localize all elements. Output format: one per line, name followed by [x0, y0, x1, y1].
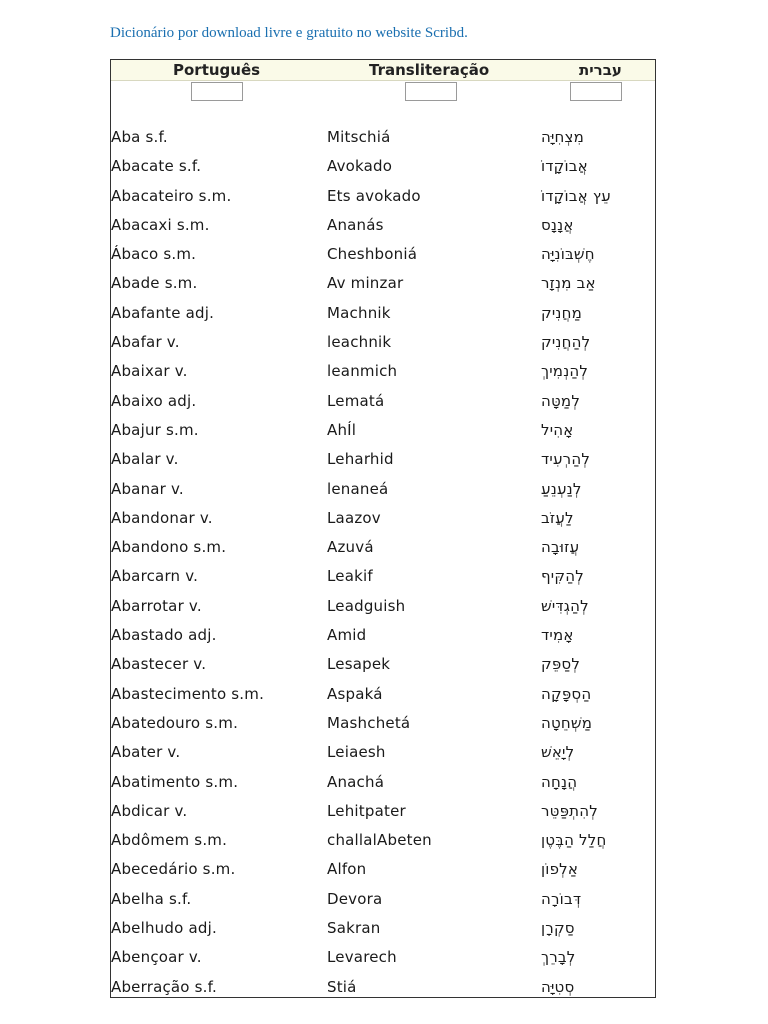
table-row	[111, 650, 655, 679]
table-row	[111, 299, 655, 328]
cell-portuguese: Abastado adj.	[111, 626, 217, 645]
cell-transliteration: Leakif	[327, 567, 373, 586]
cell-transliteration: Levarech	[327, 948, 397, 967]
cell-transliteration: Leharhid	[327, 450, 394, 469]
cell-portuguese: Abaixo adj.	[111, 391, 197, 410]
cell-hebrew: לְבָרֵךְ	[541, 948, 576, 967]
cell-hebrew: דְּבוֹרָה	[541, 889, 582, 908]
table-row	[111, 973, 655, 1002]
cell-hebrew: חֲלַל הַבֶּטֶן	[541, 831, 607, 850]
cell-transliteration: Leadguish	[327, 596, 406, 615]
cell-hebrew: לְהַקִּיף	[541, 567, 584, 586]
cell-transliteration: Aspaká	[327, 684, 383, 703]
cell-portuguese: Abandono s.m.	[111, 538, 227, 557]
dictionary-table	[110, 59, 656, 998]
table-row	[111, 504, 655, 533]
cell-portuguese: Abarcarn v.	[111, 567, 199, 586]
table-row	[111, 357, 655, 386]
cell-hebrew: מַחֲנִיק	[541, 303, 582, 322]
cell-portuguese: Abalar v.	[111, 450, 179, 469]
table-row	[111, 240, 655, 269]
cell-transliteration: Mashchetá	[327, 713, 411, 732]
cell-transliteration: Amid	[327, 626, 367, 645]
cell-portuguese: Abatedouro s.m.	[111, 713, 239, 732]
table-header	[111, 60, 655, 81]
table-row	[111, 533, 655, 562]
cell-transliteration: Azuvá	[327, 538, 374, 557]
cell-portuguese: Abanar v.	[111, 479, 184, 498]
cell-hebrew: עֲזוּבָה	[541, 538, 580, 557]
cell-transliteration: Ets avokado	[327, 186, 421, 205]
cell-hebrew: סַקְרָן	[541, 919, 575, 938]
table-row	[111, 152, 655, 181]
cell-portuguese: Abelha s.f.	[111, 889, 192, 908]
cell-portuguese: Abacate s.f.	[111, 157, 202, 176]
cell-hebrew: לְמַטָּה	[541, 391, 581, 410]
cell-hebrew: מַשְׁחֵטָה	[541, 713, 593, 732]
cell-hebrew: עֵץ אֲבוֹקָדוֹ	[541, 186, 611, 205]
table-row	[111, 269, 655, 298]
cell-transliteration: Devora	[327, 889, 383, 908]
cell-transliteration: Laazov	[327, 508, 381, 527]
cell-portuguese: Ábaco s.m.	[111, 245, 197, 264]
cell-transliteration: lenaneá	[327, 479, 389, 498]
cell-portuguese: Abastecimento s.m.	[111, 684, 265, 703]
filter-input-transliteration[interactable]	[405, 82, 457, 101]
cell-hebrew: לְהִתְפַּטֵּר	[541, 801, 598, 820]
cell-portuguese: Abdômem s.m.	[111, 831, 228, 850]
table-row	[111, 328, 655, 357]
cell-portuguese: Abençoar v.	[111, 948, 202, 967]
cell-portuguese: Aba s.f.	[111, 128, 168, 146]
cell-transliteration: Stiá	[327, 977, 357, 996]
cell-portuguese: Abacaxi s.m.	[111, 215, 210, 234]
table-row	[111, 416, 655, 445]
scribd-download-link[interactable]: Dicionário por download livre e gratuito no website Scribd.	[110, 25, 468, 41]
cell-portuguese: Abarrotar v.	[111, 596, 202, 615]
table-row	[111, 885, 655, 914]
cell-portuguese: Abater v.	[111, 743, 181, 762]
cell-hebrew: לְהַחֲנִיק	[541, 333, 591, 352]
cell-hebrew: לְנַעְנֵעַ	[541, 479, 582, 498]
table-row	[111, 621, 655, 650]
cell-transliteration: Lematá	[327, 391, 385, 410]
table-row	[111, 445, 655, 474]
table-row	[111, 680, 655, 709]
cell-hebrew: אָהִיל	[541, 420, 574, 439]
cell-transliteration: Alfon	[327, 860, 367, 879]
table-row	[111, 826, 655, 855]
cell-portuguese: Abafante adj.	[111, 303, 215, 322]
cell-transliteration: Cheshboniá	[327, 245, 418, 264]
cell-hebrew: הֲנָחָה	[541, 772, 578, 791]
table-row	[111, 387, 655, 416]
cell-portuguese: Abaixar v.	[111, 362, 188, 381]
cell-transliteration: Lehitpater	[327, 801, 406, 820]
cell-hebrew: לְסַפֵּק	[541, 655, 581, 674]
cell-portuguese: Aberração s.f.	[111, 977, 217, 996]
table-body	[111, 123, 655, 1002]
cell-hebrew: לְהַרְעִיד	[541, 450, 591, 469]
cell-transliteration: Mitschiá	[327, 128, 391, 146]
table-row	[111, 562, 655, 591]
table-row	[111, 855, 655, 884]
cell-hebrew: לְיָאֵשׁ	[541, 743, 575, 762]
cell-hebrew: מִצְחִיָּה	[541, 128, 585, 146]
cell-portuguese: Abafar v.	[111, 333, 180, 352]
cell-transliteration: Sakran	[327, 919, 381, 938]
cell-transliteration: Av minzar	[327, 274, 404, 293]
cell-hebrew: הַסְפָּקָה	[541, 684, 592, 703]
cell-portuguese: Abastecer v.	[111, 655, 207, 674]
table-row	[111, 592, 655, 621]
table-row	[111, 475, 655, 504]
cell-hebrew: אֲנָנָס	[541, 215, 574, 234]
cell-hebrew: חֶשְׁבּוֹנִיָּה	[541, 245, 595, 264]
table-row	[111, 709, 655, 738]
cell-transliteration: Machnik	[327, 303, 391, 322]
column-header-transliteration[interactable]: Transliteração	[369, 61, 490, 79]
table-row	[111, 182, 655, 211]
cell-hebrew: אָמִיד	[541, 626, 574, 645]
cell-portuguese: Abatimento s.m.	[111, 772, 239, 791]
cell-transliteration: Ananás	[327, 215, 384, 234]
cell-transliteration: leachnik	[327, 333, 392, 352]
column-header-portuguese[interactable]: Português	[173, 61, 261, 79]
cell-hebrew: לְהַגְדִּישׁ	[541, 596, 589, 615]
cell-hebrew: אַלְפוֹן	[541, 860, 579, 879]
table-row	[111, 768, 655, 797]
table-row	[111, 123, 655, 152]
cell-portuguese: Abandonar v.	[111, 508, 213, 527]
column-header-hebrew[interactable]: עברית	[579, 61, 622, 79]
cell-hebrew: אֲבוֹקָדוֹ	[541, 157, 588, 176]
table-row	[111, 738, 655, 767]
cell-portuguese: Abade s.m.	[111, 274, 198, 293]
cell-portuguese: Abelhudo adj.	[111, 919, 217, 938]
cell-portuguese: Abacateiro s.m.	[111, 186, 232, 205]
cell-transliteration: AhÍl	[327, 420, 357, 439]
cell-portuguese: Abajur s.m.	[111, 420, 199, 439]
cell-transliteration: Lesapek	[327, 655, 391, 674]
filter-input-portuguese[interactable]	[191, 82, 243, 101]
cell-transliteration: leanmich	[327, 362, 398, 381]
cell-hebrew: סְטִיָּה	[541, 977, 575, 996]
table-row	[111, 914, 655, 943]
table-row	[111, 797, 655, 826]
cell-hebrew: לַעֲזֹב	[541, 508, 574, 527]
table-row	[111, 211, 655, 240]
table-row	[111, 943, 655, 972]
cell-transliteration: Leiaesh	[327, 743, 386, 762]
cell-hebrew: לְהַנְמִיךְ	[541, 362, 589, 381]
cell-portuguese: Abecedário s.m.	[111, 860, 236, 879]
cell-transliteration: Anachá	[327, 772, 385, 791]
cell-transliteration: challalAbeten	[327, 831, 432, 850]
filter-input-hebrew[interactable]	[570, 82, 622, 101]
cell-portuguese: Abdicar v.	[111, 801, 188, 820]
cell-transliteration: Avokado	[327, 157, 393, 176]
cell-hebrew: אַב מִנְזָר	[541, 274, 596, 293]
